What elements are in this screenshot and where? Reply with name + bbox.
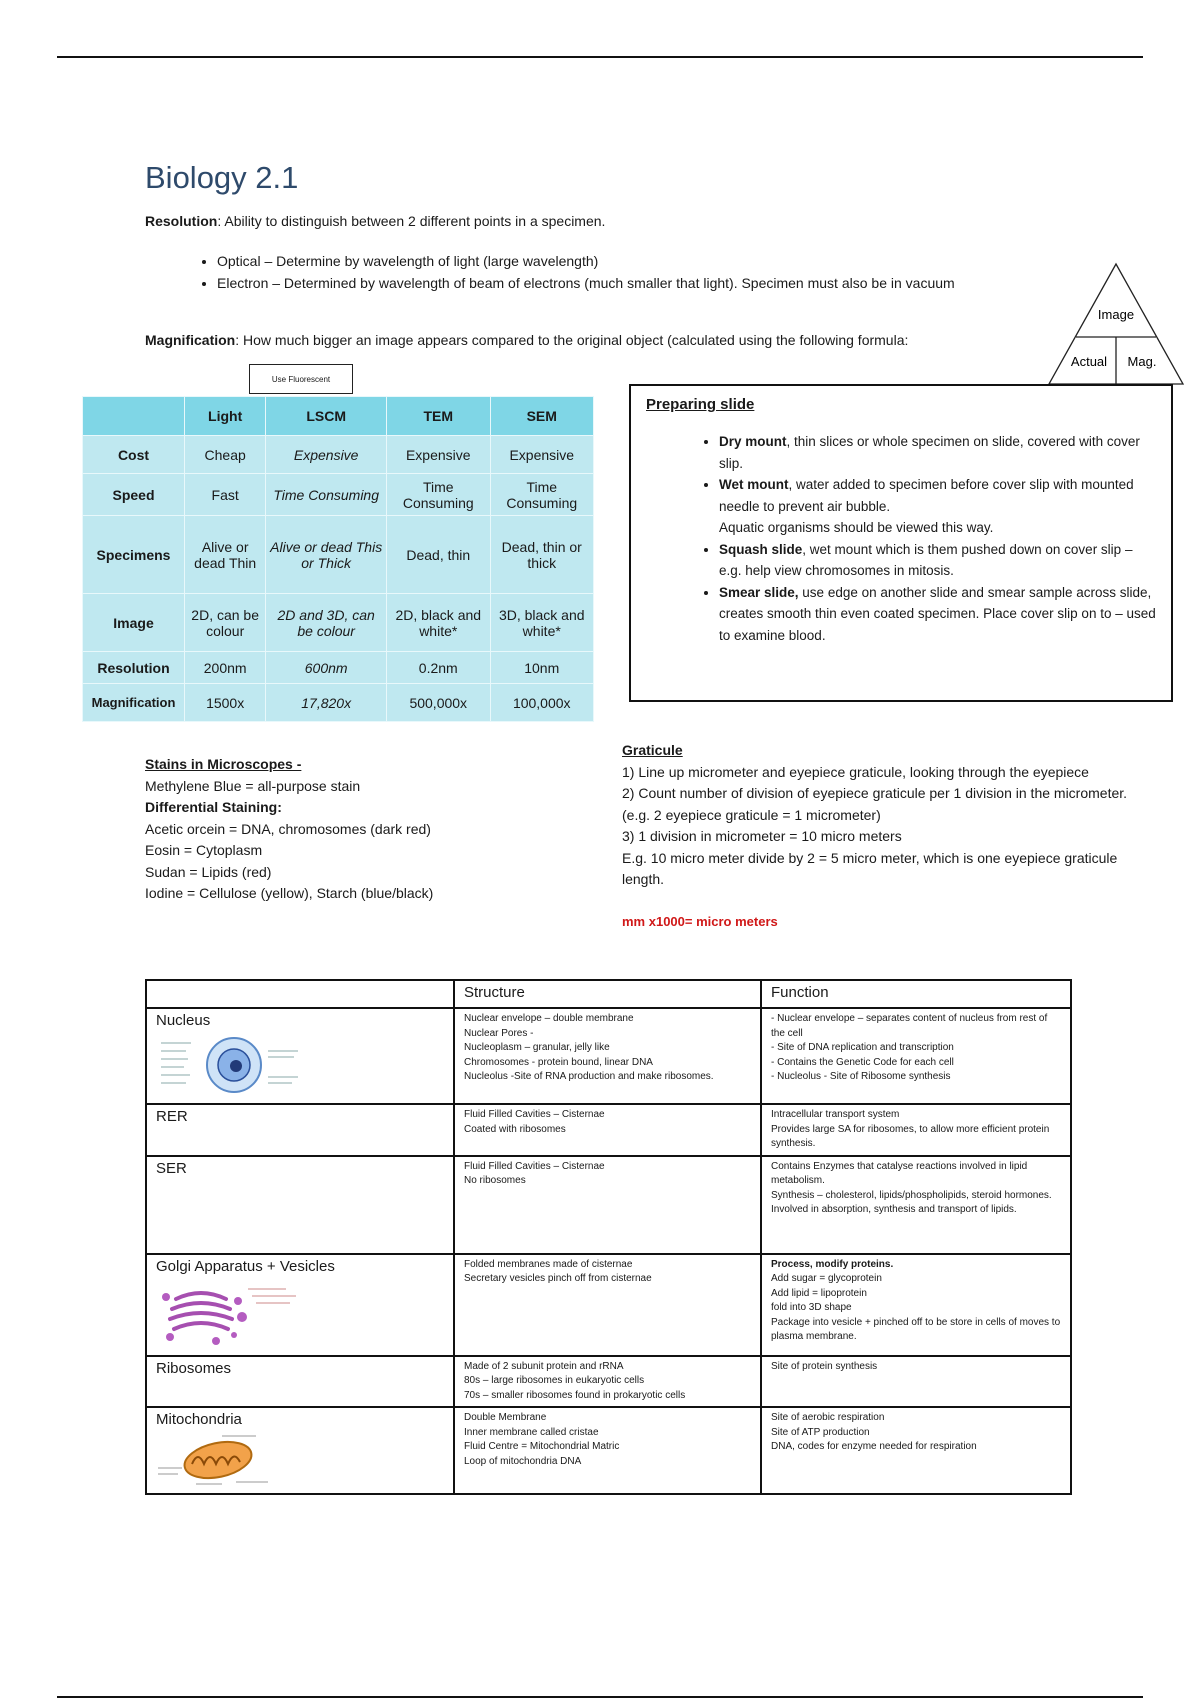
graticule-heading: Graticule — [622, 742, 683, 758]
structure-line: No ribosomes — [464, 1175, 526, 1186]
table-cell: Cheap — [185, 436, 266, 474]
organelle-name: Mitochondria — [156, 1411, 242, 1428]
stain-line: Iodine = Cellulose (yellow), Starch (blue/black) — [145, 885, 434, 901]
row-label: Resolution — [83, 652, 185, 684]
function-line: Synthesis – cholesterol, lipids/phospholipids, steroid hormones. — [771, 1189, 1052, 1201]
row-label: Cost — [83, 436, 185, 474]
function-cell — [761, 1008, 1071, 1104]
table-row — [83, 516, 594, 594]
slide-type-label: Dry mount — [719, 434, 787, 449]
table-cell: 500,000x — [387, 684, 490, 722]
organelle-name-cell — [146, 1407, 454, 1494]
table-header: LSCM — [266, 397, 387, 436]
table-cell: Dead, thin or thick — [490, 516, 594, 594]
structure-line: Made of 2 subunit protein and rRNA — [464, 1360, 624, 1372]
function-line: Site of aerobic respiration — [771, 1412, 885, 1423]
differential-staining-heading: Differential Staining: — [145, 799, 282, 815]
function-line: - Nuclear envelope – separates content of nucleus from rest of the cell — [771, 1013, 1048, 1039]
list-item — [719, 539, 1156, 582]
preparing-slide-box — [629, 384, 1173, 702]
golgi-diagram-icon — [156, 1279, 306, 1349]
function-line: Add sugar = glycoprotein — [771, 1273, 882, 1284]
structure-line: Inner membrane called cristae — [464, 1426, 599, 1438]
structure-line: Fluid Centre = Mitochondrial Matric — [464, 1441, 620, 1452]
function-line: Contains Enzymes that catalyse reactions involved in lipid metabolism. — [771, 1160, 1028, 1186]
preparing-slide-heading: Preparing slide — [646, 396, 755, 413]
table-cell: Time Consuming — [490, 474, 594, 516]
resolution-bullets — [190, 250, 1027, 294]
table-cell: 17,820x — [266, 684, 387, 722]
structure-line: Double Membrane — [464, 1412, 547, 1423]
mitochondria-diagram-icon — [156, 1432, 276, 1490]
microscope-comparison-table — [82, 396, 594, 722]
table-row — [146, 1156, 1071, 1254]
function-cell — [761, 1104, 1071, 1156]
resolution-label: Resolution — [145, 213, 218, 229]
stain-line: Sudan = Lipids (red) — [145, 863, 272, 880]
slide-type-text: , wet mount which is them pushed down on cover slip – e.g. help view chromosomes in mitosis. — [719, 541, 1133, 578]
table-header: Structure — [454, 980, 761, 1008]
table-header: TEM — [387, 397, 490, 436]
table-row — [146, 1008, 1071, 1104]
table-cell: Alive or dead Thin — [185, 516, 266, 594]
stain-line: Acetic orcein = DNA, chromosomes (dark red) — [145, 820, 431, 837]
row-label: Speed — [83, 474, 185, 516]
graticule-line: 1) Line up micrometer and eyepiece graticule, looking through the eyepiece — [622, 763, 1089, 780]
structure-line: Nuclear envelope – double membrane — [464, 1013, 634, 1024]
table-header: SEM — [490, 397, 594, 436]
function-cell — [761, 1356, 1071, 1408]
structure-cell — [454, 1254, 761, 1356]
function-line: Provides large SA for ribosomes, to allow more efficient protein synthesis. — [771, 1123, 1050, 1149]
organelle-name-cell — [146, 1008, 454, 1104]
table-row — [83, 474, 594, 516]
structure-line: Nucleolus -Site of RNA production and make ribosomes. — [464, 1071, 714, 1082]
organelle-name: SER — [146, 1156, 454, 1254]
organelle-name: Golgi Apparatus + Vesicles — [156, 1257, 335, 1275]
organelle-name-cell — [146, 1254, 454, 1356]
structure-cell — [454, 1104, 761, 1156]
table-header: Function — [761, 980, 1071, 1008]
slide-type-label: Wet mount — [719, 477, 789, 492]
table-row — [83, 652, 594, 684]
table-header-row — [83, 397, 594, 436]
table-cell: 2D and 3D, can be colour — [266, 594, 387, 652]
table-row — [146, 1104, 1071, 1156]
list-item — [719, 582, 1156, 647]
triangle-actual-label: Actual — [1070, 354, 1108, 369]
row-label: Specimens — [83, 516, 185, 594]
function-line: Site of ATP production — [771, 1426, 870, 1438]
table-cell: Time Consuming — [266, 474, 387, 516]
graticule-line: 2) Count number of division of eyepiece graticule per 1 division in the micrometer.(e.g. 2 eyepiece graticule = 1 micrometer) — [622, 785, 1128, 823]
structure-line: Loop of mitochondria DNA — [464, 1455, 582, 1467]
table-cell: 1500x — [185, 684, 266, 722]
table-cell: Expensive — [266, 436, 387, 474]
function-cell — [761, 1254, 1071, 1356]
magnification-text: : How much bigger an image appears compared to the original object (calculated using the following formula: — [235, 332, 909, 348]
slide-type-text: , thin slices or whole specimen on slide, covered with cover slip. — [719, 434, 1140, 471]
table-cell: 3D, black and white* — [490, 594, 594, 652]
organelle-name: Nucleus — [156, 1012, 211, 1029]
table-cell: Alive or dead This or Thick — [266, 516, 387, 594]
structure-line: Chromosomes - protein bound, linear DNA — [464, 1056, 653, 1068]
structure-cell — [454, 1008, 761, 1104]
function-line: - Contains the Genetic Code for each cell — [771, 1056, 954, 1068]
function-line: Process, modify proteins. — [771, 1258, 894, 1270]
list-item: • Optical – Determine by wavelength of light (large wavelength) — [217, 250, 1027, 272]
fluorescent-note: Use Fluorescent — [249, 364, 353, 394]
triangle-mag-label: Mag. — [1127, 354, 1157, 369]
structure-line: Coated with ribosomes — [464, 1123, 566, 1135]
table-cell: 10nm — [490, 652, 594, 684]
table-header — [146, 980, 454, 1008]
structure-line: Secretary vesicles pinch off from cisternae — [464, 1273, 652, 1284]
structure-line: 70s – smaller ribosomes found in prokaryotic cells — [464, 1389, 686, 1401]
magnification-triangle — [1046, 262, 1186, 387]
table-cell: Expensive — [490, 436, 594, 474]
table-row — [83, 436, 594, 474]
slide-type-text: , water added to specimen before cover slip with mounted needle to prevent air bubble. — [719, 477, 1134, 514]
nucleus-diagram-icon — [156, 1033, 306, 1095]
structure-line: Nucleoplasm – granular, jelly like — [464, 1042, 610, 1053]
function-line: - Nucleolus - Site of Ribosome synthesis — [771, 1071, 951, 1082]
function-line: DNA, codes for enzyme needed for respiration — [771, 1441, 977, 1452]
list-item: • Electron – Determined by wavelength of beam of electrons (much smaller that light). Specimen must also be in vacuum — [217, 272, 1027, 294]
structure-cell — [454, 1407, 761, 1494]
resolution-definition — [145, 210, 605, 232]
graticule-line: 3) 1 division in micrometer = 10 micro meters — [622, 828, 902, 844]
top-rule — [57, 56, 1143, 58]
table-cell: 0.2nm — [387, 652, 490, 684]
magnification-label: Magnification — [145, 332, 236, 348]
table-cell: 100,000x — [490, 684, 594, 722]
function-line: Involved in absorption, synthesis and transport of lipids. — [771, 1204, 1017, 1215]
slide-type-text: use edge on another slide and smear sample across slide, creates smooth thin even coated specimen. Place cover slip on to – used to examine blood. — [719, 584, 1156, 643]
magnification-definition — [145, 329, 1025, 351]
table-cell: Fast — [185, 474, 266, 516]
table-cell: Dead, thin — [387, 516, 490, 594]
stain-line: Eosin = Cytoplasm — [145, 842, 263, 858]
table-header: Light — [185, 397, 266, 436]
bottom-rule — [57, 1696, 1143, 1698]
function-line: Site of protein synthesis — [771, 1360, 878, 1372]
function-line: - Site of DNA replication and transcription — [771, 1042, 954, 1053]
row-label: Image — [83, 594, 185, 652]
triangle-image-label: Image — [1097, 307, 1135, 322]
structure-line: 80s – large ribosomes in eukaryotic cells — [464, 1375, 645, 1386]
function-line: Add lipid = lipoprotein — [771, 1287, 867, 1299]
structure-line: Fluid Filled Cavities – Cisternae — [464, 1109, 605, 1120]
page-title: Biology 2.1 — [145, 160, 299, 195]
table-row — [146, 1356, 1071, 1408]
table-cell: Expensive — [387, 436, 490, 474]
graticule-section — [622, 740, 1152, 932]
table-header-row — [146, 980, 1071, 1008]
table-cell: 600nm — [266, 652, 387, 684]
organelle-name: Ribosomes — [146, 1356, 454, 1408]
table-row — [146, 1407, 1071, 1494]
slide-type-label: Squash slide — [719, 541, 803, 557]
structure-cell — [454, 1156, 761, 1254]
organelle-name: RER — [146, 1104, 454, 1156]
unit-conversion-note: mm x1000= micro meters — [622, 913, 778, 929]
table-header — [83, 397, 185, 436]
structure-line: Nuclear Pores - — [464, 1027, 534, 1039]
organelle-table — [145, 979, 1072, 1495]
slide-type-extra: Aquatic organisms should be viewed this way. — [719, 520, 994, 535]
function-line: fold into 3D shape — [771, 1302, 852, 1313]
slide-type-label: Smear slide, — [719, 584, 799, 600]
function-line: Intracellular transport system — [771, 1109, 900, 1120]
stains-section — [145, 754, 585, 905]
stain-line: Methylene Blue = all-purpose stain — [145, 777, 361, 794]
function-cell — [761, 1407, 1071, 1494]
row-label: Magnification — [83, 684, 185, 722]
function-line: Package into vesicle + pinched off to be store in cells of moves to plasma membrane. — [771, 1316, 1061, 1342]
stains-heading: Stains in Microscopes - — [145, 756, 302, 772]
table-cell: 2D, black and white* — [387, 594, 490, 652]
structure-line: Folded membranes made of cisternae — [464, 1258, 633, 1270]
table-row — [146, 1254, 1071, 1356]
structure-line: Fluid Filled Cavities – Cisternae — [464, 1160, 605, 1172]
list-item — [719, 474, 1156, 539]
graticule-line: E.g. 10 micro meter divide by 2 = 5 micro meter, which is one eyepiece graticule length. — [622, 849, 1118, 887]
list-item — [719, 431, 1156, 474]
table-row — [83, 594, 594, 652]
table-cell: Time Consuming — [387, 474, 490, 516]
resolution-text: : Ability to distinguish between 2 different points in a specimen. — [217, 213, 606, 229]
table-cell: 200nm — [185, 652, 266, 684]
function-cell — [761, 1156, 1071, 1254]
table-row — [83, 684, 594, 722]
structure-cell — [454, 1356, 761, 1408]
preparing-slide-list — [631, 431, 1156, 646]
table-cell: 2D, can be colour — [185, 594, 266, 652]
